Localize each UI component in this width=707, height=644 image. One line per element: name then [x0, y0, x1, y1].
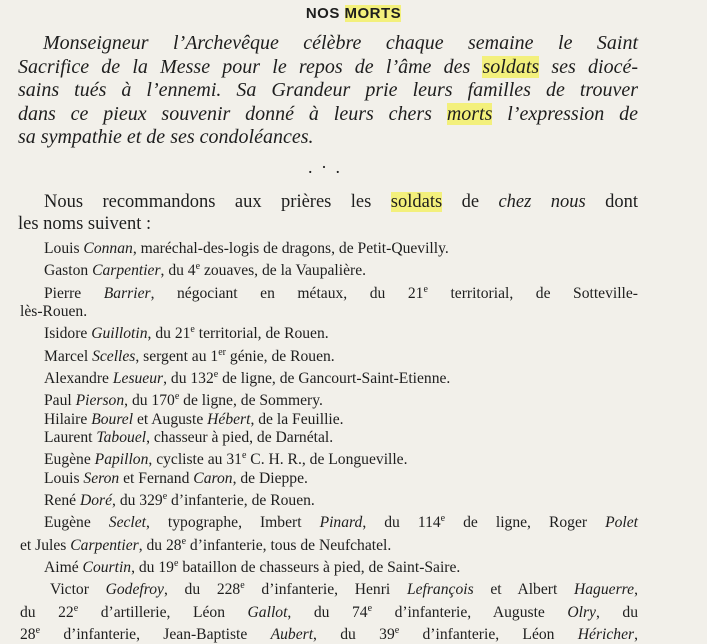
text-span: , du	[595, 603, 639, 621]
text-span: Paul	[44, 392, 76, 410]
highlighted-word: soldats	[390, 192, 443, 212]
ordinal-suffix: e	[394, 625, 400, 637]
text-span: , maréchal-des-logis de dragons, de Petit-Quevilly.	[132, 240, 449, 257]
text-span: , cycliste au 31	[148, 451, 242, 469]
surname: Seclet	[108, 514, 147, 532]
heading-prefix: NOS	[305, 5, 345, 22]
text-span: Nous recommandons aux prières les	[44, 192, 391, 212]
text-span: territorial, de Sotteville-	[427, 284, 638, 302]
text-span: Gaston	[44, 262, 93, 280]
surname: Courtin	[82, 559, 132, 577]
name-entry-line	[20, 321, 638, 343]
recommendation-line	[18, 214, 638, 236]
recommendation-line	[18, 192, 638, 214]
surname: Pinard	[319, 514, 363, 532]
text-span: et Auguste	[133, 410, 208, 428]
intro-line	[18, 79, 638, 103]
text-span: de ligne, de Gancourt-Saint-Etienne.	[218, 370, 451, 388]
ordinal-suffix: e	[241, 450, 247, 462]
text-span: d’infanterie, de Rouen.	[167, 491, 315, 509]
surname: Guillotin	[91, 325, 148, 343]
names-list	[20, 240, 638, 644]
text-span: ,	[634, 581, 638, 599]
text-span: , du 4	[160, 262, 196, 280]
ordinal-suffix: e	[190, 324, 195, 336]
text-span: Sacrifice de la Messe pour le repos de l’âme des	[18, 55, 483, 78]
text-span: génie, de Rouen.	[226, 347, 335, 365]
text-span: d’infanterie, Jean-Baptiste	[40, 626, 271, 644]
surname: Connan	[83, 240, 133, 257]
text-span: Louis	[44, 240, 84, 257]
text-span: d’infanterie, Henri	[244, 581, 407, 599]
text-span: Louis	[44, 469, 84, 487]
recommendation-paragraph	[18, 192, 638, 235]
text-span: , du 74	[287, 603, 368, 621]
intro-line	[18, 126, 638, 150]
italic-span: chez nous	[498, 192, 586, 212]
surname: Barrier	[103, 284, 151, 302]
name-entry-line	[20, 366, 638, 388]
text-span: , typographe, Imbert	[146, 514, 320, 532]
text-span: Marcel	[44, 347, 93, 365]
text-span: , de la Feuillie.	[250, 410, 344, 428]
text-span: du 22	[20, 603, 74, 621]
text-span: dans ce pieux souvenir donné à leurs chers	[18, 102, 447, 125]
text-span: et Jules	[20, 536, 71, 554]
text-span: d’infanterie, tous de Neufchatel.	[186, 536, 392, 554]
text-span: zouaves, de la Vaupalière.	[200, 262, 367, 280]
intro-paragraph	[18, 32, 638, 150]
text-span: , négociant en métaux, du 21	[150, 284, 424, 302]
text-span: de ligne, de Sommery.	[179, 392, 323, 410]
name-entry-line	[20, 429, 638, 447]
surname: Polet	[605, 514, 639, 532]
asterism: . · .	[308, 157, 342, 177]
name-entry-line	[20, 555, 638, 577]
name-entry-line	[20, 600, 638, 622]
text-span: d’infanterie, Auguste	[372, 603, 568, 621]
intro-line	[18, 56, 638, 80]
ordinal-suffix: e	[195, 261, 201, 273]
text-span: ,	[634, 626, 638, 644]
ordinal-suffix: er	[218, 346, 226, 358]
text-span: et Albert	[473, 581, 574, 599]
text-span: , du 170	[124, 392, 175, 410]
surname: Seron	[83, 469, 120, 487]
surname: Lesueur	[112, 370, 164, 388]
name-entry-line	[20, 258, 638, 280]
ordinal-suffix: e	[73, 602, 79, 614]
text-span: l’expression de	[492, 102, 639, 125]
surname: Aubert	[270, 626, 314, 644]
text-span: , du 132	[163, 370, 214, 388]
surname: Hébert	[207, 410, 251, 428]
name-entry-line	[20, 303, 638, 321]
name-entry-line	[20, 344, 638, 366]
name-entry-line	[20, 488, 638, 510]
surname: Pierson	[75, 392, 125, 410]
text-span: de	[442, 192, 499, 212]
ordinal-suffix: e	[240, 580, 245, 592]
text-span: et Fernand	[119, 469, 194, 487]
ordinal-suffix: e	[162, 490, 168, 502]
ordinal-suffix: e	[423, 283, 428, 295]
surname: Lefrançois	[406, 581, 474, 599]
surname: Doré	[79, 491, 113, 509]
text-span: Alexandre	[44, 370, 113, 388]
surname: Carpentier	[70, 536, 139, 554]
name-entry-line	[20, 510, 638, 532]
heading-highlight: MORTS	[344, 5, 402, 22]
ordinal-suffix: e	[213, 368, 219, 380]
highlighted-word: soldats	[482, 55, 540, 78]
text-span: Victor	[50, 581, 106, 599]
surname: Bourel	[91, 410, 134, 428]
text-span: , du 28	[138, 536, 182, 554]
name-entry-line	[20, 388, 638, 410]
text-span: , de Dieppe.	[232, 469, 308, 487]
text-span: sains tués à l’ennemi. Sa Grandeur prie leurs familles de trouver	[18, 79, 638, 101]
surname: Héricher	[577, 626, 635, 644]
text-span: lès-Rouen.	[20, 302, 88, 320]
text-span: de ligne, Roger	[445, 514, 606, 532]
text-span: d’infanterie, Léon	[399, 626, 578, 644]
text-span: , du 329	[112, 491, 163, 509]
text-span: Laurent	[44, 428, 97, 446]
text-span: Aimé	[44, 559, 83, 577]
text-span: , sergent au 1	[135, 347, 219, 365]
text-span: Eugène	[44, 514, 109, 532]
text-span: , du 21	[147, 325, 191, 343]
text-span: sa sympathie et de ses condoléances.	[18, 126, 314, 148]
intro-line	[18, 103, 638, 127]
surname: Papillon	[94, 451, 149, 469]
text-span: , du 228	[163, 581, 241, 599]
text-span: Hilaire	[44, 410, 92, 428]
text-span: ses diocé-	[539, 55, 638, 78]
text-span: René	[44, 491, 80, 509]
surname: Gallot	[247, 603, 288, 621]
text-span: 28	[20, 626, 36, 644]
name-entry-line	[20, 622, 638, 644]
text-span: Isidore	[44, 325, 92, 343]
surname: Haguerre	[574, 581, 635, 599]
text-span: dont	[585, 192, 639, 212]
surname: Caron	[193, 469, 233, 487]
name-entry-line	[20, 470, 638, 488]
text-span: territorial, de Rouen.	[194, 325, 329, 343]
text-span: , chasseur à pied, de Darnétal.	[146, 428, 334, 446]
name-entry-line	[20, 240, 638, 258]
surname: Olry	[567, 603, 596, 621]
text-span: , du 19	[131, 559, 174, 577]
name-entry-line	[20, 533, 638, 555]
highlighted-word: morts	[446, 102, 493, 125]
ordinal-suffix: e	[173, 557, 179, 569]
text-span: les noms suivent :	[18, 213, 152, 234]
ordinal-suffix: e	[174, 391, 180, 403]
text-span: d’artillerie, Léon	[78, 603, 248, 621]
ordinal-suffix: e	[181, 535, 187, 547]
ordinal-suffix: e	[35, 625, 41, 637]
text-span: C. H. R., de Longueville.	[246, 451, 408, 469]
intro-line	[18, 32, 638, 56]
text-span: Pierre	[44, 284, 104, 302]
text-span: , du 39	[313, 626, 395, 644]
surname: Scelles	[92, 347, 136, 365]
surname: Godefroy	[105, 581, 164, 599]
surname: Carpentier	[92, 262, 161, 280]
name-entry-line	[20, 577, 638, 599]
text-span: , du 114	[362, 514, 441, 532]
ordinal-suffix: e	[367, 602, 373, 614]
name-entry-line	[20, 281, 638, 303]
text-span: bataillon de chasseurs à pied, de Saint-Saire.	[178, 559, 461, 577]
text-span: Eugène	[44, 451, 95, 469]
surname: Tabouel	[96, 428, 147, 446]
name-entry-line	[20, 411, 638, 429]
ordinal-suffix: e	[440, 513, 446, 525]
page-heading	[0, 5, 707, 22]
name-entry-line	[20, 447, 638, 469]
text-span: Monseigneur l’Archevêque célèbre chaque semaine le Saint	[43, 32, 638, 54]
